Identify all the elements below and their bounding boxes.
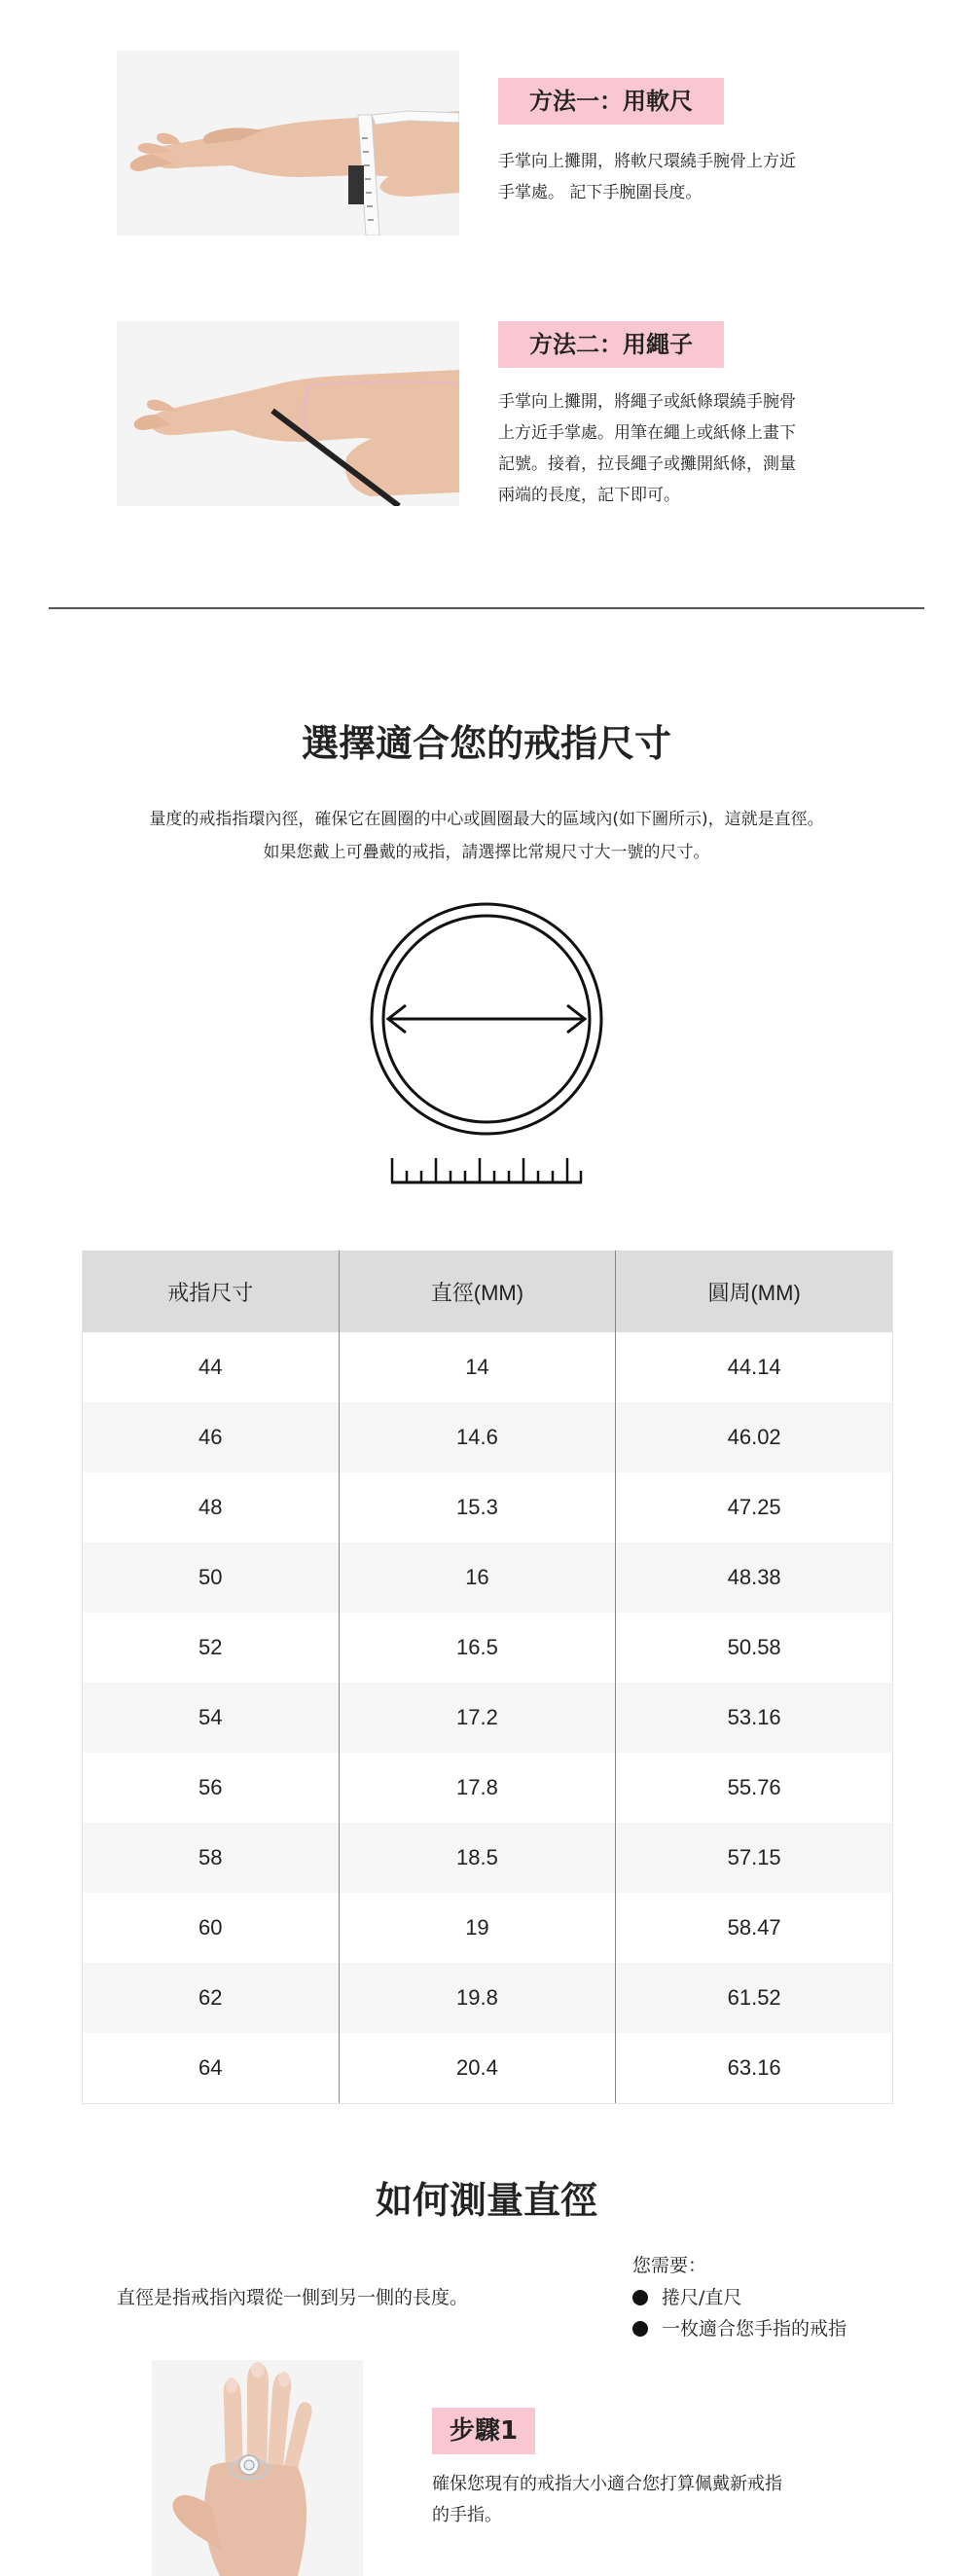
diameter-definition: 直徑是指戒指內環從一側到另一側的長度。 xyxy=(117,2287,469,2308)
cell-diameter: 14 xyxy=(339,1332,616,1402)
section-divider xyxy=(49,607,924,609)
cell-diameter: 20.4 xyxy=(339,2033,616,2104)
cell-circumference: 57.15 xyxy=(616,1823,893,1893)
wrist-tape-measure-photo xyxy=(117,51,459,236)
table-row xyxy=(83,1683,893,1753)
ring-size-title: 選擇適合您的戒指尺寸 xyxy=(301,722,671,765)
ring-size-table xyxy=(82,1251,893,2104)
table-row xyxy=(83,1753,893,1823)
table-row xyxy=(83,1963,893,2033)
table-row xyxy=(83,1823,893,1893)
cell-diameter: 16 xyxy=(339,1542,616,1613)
cell-diameter: 14.6 xyxy=(339,1402,616,1472)
header-diameter: 直徑(MM) xyxy=(339,1251,616,1332)
table-row xyxy=(83,1613,893,1683)
cell-diameter: 18.5 xyxy=(339,1823,616,1893)
wrist-string-pen-photo xyxy=(117,321,459,506)
needs-title: 您需要： xyxy=(632,2255,707,2276)
method-1-description xyxy=(498,146,926,208)
cell-circumference: 48.38 xyxy=(616,1542,893,1613)
ring-size-intro-line: 如果您戴上可疊戴的戒指，請選擇比常規尺寸大一號的尺寸。 xyxy=(263,843,710,862)
method-2-desc-line: 兩端的長度，記下即可。 xyxy=(498,486,680,505)
method-1-title: 方法一：用軟尺 xyxy=(498,78,724,125)
needs-list xyxy=(632,2282,847,2344)
step-1-description xyxy=(432,2469,899,2531)
cell-size: 62 xyxy=(83,1963,340,2033)
cell-size: 64 xyxy=(83,2033,340,2104)
method-2-desc-line: 記號。接着，拉長繩子或攤開紙條，測量 xyxy=(498,454,796,474)
cell-circumference: 58.47 xyxy=(616,1893,893,1963)
step-1-label: 步驟1 xyxy=(432,2408,535,2454)
hand-with-ring-photo xyxy=(152,2360,363,2576)
cell-diameter: 17.2 xyxy=(339,1683,616,1753)
cell-circumference: 53.16 xyxy=(616,1683,893,1753)
cell-size: 50 xyxy=(83,1542,340,1613)
diameter-title: 如何測量直徑 xyxy=(375,2179,597,2222)
cell-diameter: 19.8 xyxy=(339,1963,616,2033)
cell-circumference: 44.14 xyxy=(616,1332,893,1402)
table-header-row xyxy=(83,1251,893,1332)
step-1-desc-line: 確保您現有的戒指大小適合您打算佩戴新戒指 xyxy=(432,2474,782,2494)
ring-diameter-ruler-icon xyxy=(365,900,608,1192)
cell-size: 52 xyxy=(83,1613,340,1683)
cell-size: 54 xyxy=(83,1683,340,1753)
table-row xyxy=(83,1893,893,1963)
cell-size: 56 xyxy=(83,1753,340,1823)
cell-size: 60 xyxy=(83,1893,340,1963)
table-row xyxy=(83,1332,893,1402)
cell-diameter: 19 xyxy=(339,1893,616,1963)
table-row xyxy=(83,1472,893,1542)
table-row xyxy=(83,2033,893,2104)
cell-size: 58 xyxy=(83,1823,340,1893)
cell-circumference: 63.16 xyxy=(616,2033,893,2104)
method-2-description xyxy=(498,386,926,511)
cell-size: 46 xyxy=(83,1402,340,1472)
ring-size-intro xyxy=(0,803,973,869)
cell-circumference: 55.76 xyxy=(616,1753,893,1823)
method-2-desc-line: 手掌向上攤開，將繩子或紙條環繞手腕骨 xyxy=(498,392,796,412)
cell-diameter: 17.8 xyxy=(339,1753,616,1823)
method-2-title: 方法二：用繩子 xyxy=(498,321,724,368)
ring-size-intro-line: 量度的戒指指環內徑，確保它在圓圈的中心或圓圈最大的區域內(如下圖所示)，這就是直徑。 xyxy=(149,810,824,829)
list-item: 捲尺/直尺 xyxy=(632,2282,847,2313)
table-row xyxy=(83,1542,893,1613)
header-circumference: 圓周(MM) xyxy=(616,1251,893,1332)
cell-size: 44 xyxy=(83,1332,340,1402)
table-row xyxy=(83,1402,893,1472)
cell-circumference: 46.02 xyxy=(616,1402,893,1472)
cell-diameter: 15.3 xyxy=(339,1472,616,1542)
cell-size: 48 xyxy=(83,1472,340,1542)
cell-circumference: 50.58 xyxy=(616,1613,893,1683)
method-1-desc-line: 手掌處。 記下手腕圍長度。 xyxy=(498,183,703,202)
method-2-desc-line: 上方近手掌處。用筆在繩上或紙條上畫下 xyxy=(498,423,796,443)
method-1-desc-line: 手掌向上攤開，將軟尺環繞手腕骨上方近 xyxy=(498,152,796,171)
cell-circumference: 61.52 xyxy=(616,1963,893,2033)
list-item: 一枚適合您手指的戒指 xyxy=(632,2313,847,2344)
step-1-desc-line: 的手指。 xyxy=(432,2505,502,2525)
header-ring-size: 戒指尺寸 xyxy=(83,1251,340,1332)
cell-diameter: 16.5 xyxy=(339,1613,616,1683)
cell-circumference: 47.25 xyxy=(616,1472,893,1542)
